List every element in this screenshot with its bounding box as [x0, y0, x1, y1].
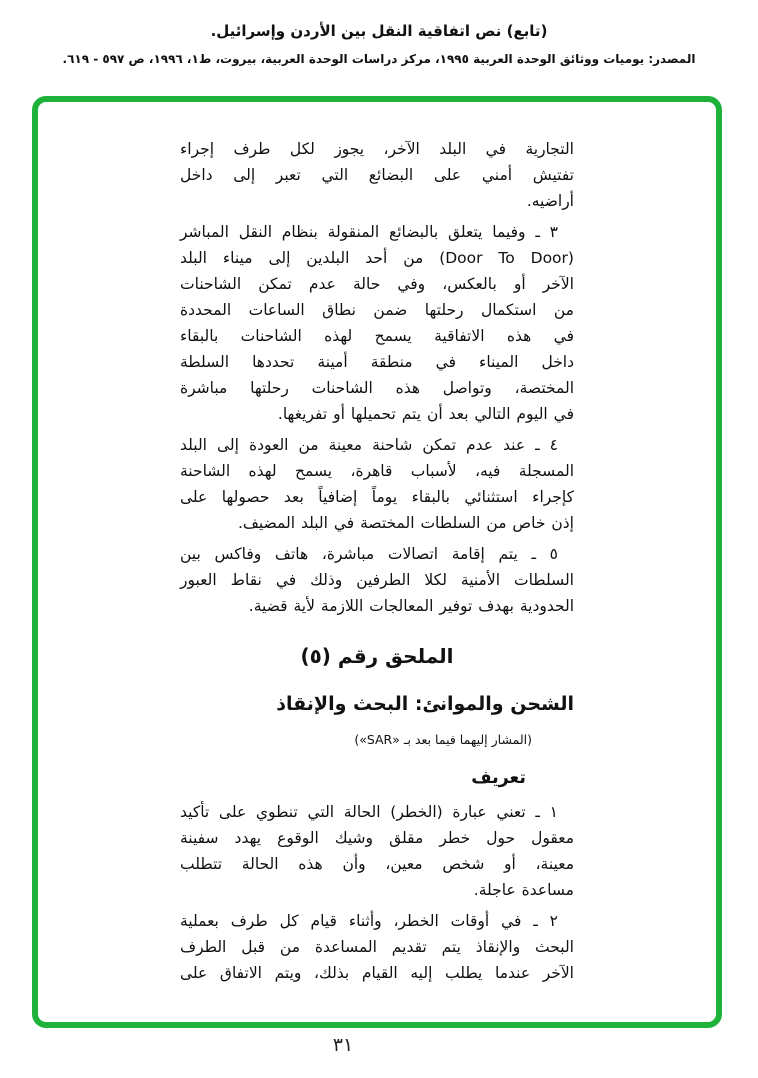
text-line: تفتيش أمني على البضائع التي تعبر إلى داخل	[180, 166, 574, 184]
section-heading: الشحن والموانئ: البحث والإنقاذ	[276, 693, 574, 715]
definition-heading: تعريف	[471, 768, 526, 788]
text-line: ٣ ـ وفيما يتعلق بالبضائع المنقولة بنظام النقل المباشر	[180, 223, 558, 241]
text-line: السلطات الأمنية لكلا الطرفين وذلك في نقاط العبور	[180, 571, 574, 589]
text-line: ١ ـ تعني عبارة (الخطر) الحالة التي تنطوي على تأكيد	[180, 803, 558, 821]
annex-heading: الملحق رقم (٥)	[300, 644, 454, 668]
page-number: ٣١	[332, 1034, 354, 1056]
text-line: داخل الميناء في منطقة أمينة تحددها السلطة	[180, 353, 574, 371]
text-line: إذن خاص من السلطات المختصة في البلد المضيف.	[237, 514, 574, 532]
paragraph	[180, 136, 574, 214]
text-line: المختصة، وتواصل هذه الشاحنات رحلتها مباشرة	[180, 379, 574, 397]
text-line: من استكمال رحلتها ضمن نطاق الساعات المحددة	[180, 301, 574, 319]
paragraph	[180, 908, 574, 986]
header-title: (تابع) نص اتفاقية النقل بين الأردن وإسرائيل.	[210, 22, 548, 40]
paragraph	[180, 799, 574, 903]
text-line: الآخر عندما يطلب إليه القيام بذلك، ويتم الاتفاق على	[180, 964, 574, 982]
text-line: كإجراء استثنائي بالبقاء يوماً إضافياً بعد حصولها على	[180, 488, 574, 506]
header-source: المصدر: يوميات ووثائق الوحدة العربية ١٩٩٥، مركز دراسات الوحدة العربية، بيروت، ط١، ١٩٩٦، ص ٥٩٧ - ٦١٩.	[62, 52, 696, 66]
text-line: مساعدة عاجلة.	[473, 881, 574, 899]
text-line: الآخر أو بالعكس، وفي حالة عدم تمكن الشاحنات	[180, 275, 574, 293]
text-line: (Door To Door) من أحد البلدين إلى ميناء البلد	[180, 249, 574, 267]
paragraph	[180, 541, 574, 619]
text-line: في هذه الاتفاقية يسمح لهذه الشاحنات بالبقاء	[180, 327, 574, 345]
text-line: المسجلة فيه، لأسباب قاهرة، يسمح لهذه الشاحنة	[180, 462, 574, 480]
text-line: التجارية في البلد الآخر، يجوز لكل طرف إجراء	[180, 140, 574, 158]
text-line: أراضيه.	[526, 192, 574, 210]
text-line: معقول حول خطر مقلق وشيك الوقوع يهدد سفينة	[180, 829, 574, 847]
text-line: الحدودية بهدف توفير المعالجات اللازمة لأية قضية.	[248, 597, 574, 615]
text-line: معينة، أو شخص معين، وأن هذه الحالة تتطلب	[180, 855, 574, 873]
paragraph	[180, 432, 574, 536]
sar-note: (المشار إليهما فيما بعد بـ «SAR»)	[354, 732, 532, 747]
text-line: في اليوم التالي بعد أن يتم تحميلها أو تفريغها.	[277, 405, 574, 423]
paragraph	[180, 219, 574, 427]
text-line: ٤ ـ عند عدم تمكن شاحنة معينة من العودة إلى البلد	[180, 436, 558, 454]
text-line: ٥ ـ يتم إقامة اتصالات مباشرة، هاتف وفاكس بين	[180, 545, 558, 563]
text-line: البحث والإنقاذ يتم تقديم المساعدة من قبل الطرف	[180, 938, 574, 956]
text-line: ٢ ـ في أوقات الخطر، وأثناء قيام كل طرف بعملية	[180, 912, 558, 930]
document-content	[180, 136, 574, 991]
